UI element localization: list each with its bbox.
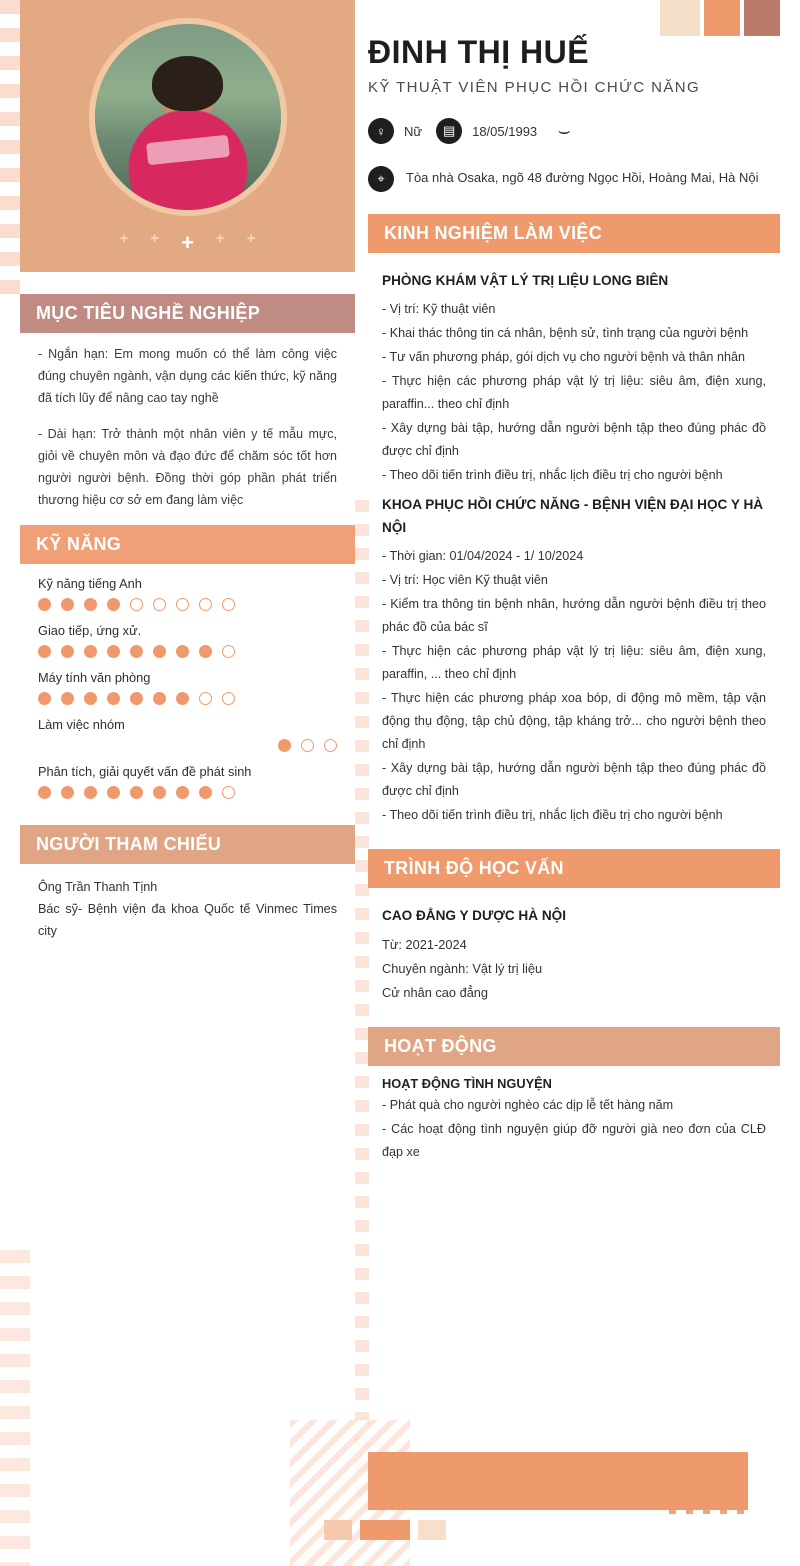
skills-list	[20, 576, 355, 799]
experience-bullet: - Vị trí: Học viên Kỹ thuật viên	[382, 573, 548, 587]
skill-label: Kỹ năng tiếng Anh	[38, 576, 142, 591]
avatar-photo	[95, 24, 281, 210]
education-line: Cử nhân cao đẳng	[382, 985, 489, 1000]
gender-field	[368, 118, 422, 144]
skill-item	[38, 670, 337, 705]
experience-bullet: - Thực hiện các phương pháp vật lý trị liệu: siêu âm, điện xung, paraffin, ... theo chỉ định	[382, 644, 766, 681]
plus-mark: +	[150, 230, 160, 247]
skill-item	[38, 764, 337, 799]
skill-rating	[38, 598, 337, 611]
education-line: Chuyên ngành: Vật lý trị liệu	[382, 961, 543, 976]
experience-bullet: - Xây dựng bài tập, hướng dẫn người bệnh tập theo đúng phác đồ được chỉ định	[382, 761, 766, 798]
experience-bullet: - Thời gian: 01/04/2024 - 1/ 10/2024	[382, 549, 584, 563]
plus-mark: +	[119, 230, 129, 247]
experience-section	[368, 214, 780, 827]
education-school: CAO ĐẲNG Y DƯỢC HÀ NỘI	[382, 908, 566, 923]
experience-company: KHOA PHỤC HỒI CHỨC NĂNG - BỆNH VIỆN ĐẠI HỌC Y HÀ NỘI	[382, 497, 764, 535]
objective-paragraph: - Ngắn hạn: Em mong muốn có thể làm công việc đúng chuyên ngành, vận dụng các kiến thức, kỹ năng đã tích lũy để nâng cao tay nghề	[38, 347, 337, 405]
smile-icon: ⌣	[557, 119, 571, 142]
address-field	[368, 166, 780, 192]
activity-line: - Phát quà cho người nghèo các dịp lễ tết hàng năm	[382, 1098, 674, 1112]
reference-line: Bác sỹ- Bệnh viện đa khoa Quốc tế Vinmec Times city	[38, 902, 337, 938]
experience-bullet: - Xây dựng bài tập, hướng dẫn người bệnh tập theo đúng phác đồ được chỉ định	[382, 421, 766, 458]
decor-bottom-swatch-1	[324, 1520, 352, 1540]
left-column	[20, 0, 355, 942]
skill-rating	[38, 692, 337, 705]
activity-line: - Các hoạt động tình nguyện giúp đỡ người già neo đơn của CLĐ đạp xe	[382, 1122, 766, 1159]
plus-mark: +	[181, 230, 194, 255]
experience-bullet: - Khai thác thông tin cá nhân, bệnh sử, tình trạng của người bệnh	[382, 326, 749, 340]
skill-label: Phân tích, giải quyết vấn đề phát sinh	[38, 764, 252, 779]
decor-stripes-top-left	[0, 0, 20, 300]
extra-field	[551, 118, 577, 144]
decor-bottom-swatch-2	[360, 1520, 410, 1540]
skill-label: Giao tiếp, ứng xử.	[38, 623, 142, 638]
skill-label: Làm việc nhóm	[38, 717, 125, 732]
section-title-experience: KINH NGHIỆM LÀM VIỆC	[368, 214, 780, 253]
gender-icon: ♀	[368, 118, 394, 144]
skill-rating	[38, 739, 337, 752]
reference-body	[20, 864, 355, 942]
objective-body	[20, 333, 355, 511]
experience-bullet: - Theo dõi tiến trình điều trị, nhắc lịch điều trị cho người bệnh	[382, 468, 723, 482]
plus-mark: +	[215, 230, 225, 247]
calendar-icon: ▤	[436, 118, 462, 144]
education-section	[368, 849, 780, 1005]
decor-plus-row	[20, 230, 355, 256]
section-title-activities: HOẠT ĐỘNG	[368, 1027, 780, 1066]
section-title-objective: MỤC TIÊU NGHỀ NGHIỆP	[20, 294, 355, 333]
experience-bullet: - Vị trí: Kỹ thuật viên	[382, 302, 496, 316]
experience-bullet: - Thực hiện các phương pháp vật lý trị liệu: siêu âm, điện xung, paraffin... theo chỉ định	[382, 374, 766, 411]
objective-paragraph: - Dài hạn: Trở thành một nhân viên y tế mẫu mực, giỏi về chuyên môn và đạo đức để chăm sóc tốt hơn người người bệnh. Đồng thời góp phần phát triển thương hiệu cơ sở em đang làm việc	[38, 427, 337, 507]
reference-line: Ông Trần Thanh Tịnh	[38, 880, 158, 894]
skill-item	[38, 576, 337, 611]
decor-bottom-band	[368, 1452, 748, 1510]
experience-bullet: - Thực hiện các phương pháp xoa bóp, di động mô mềm, tập vận động thụ động, tập chủ động, tập kháng trở... cho người bệnh theo chỉ định	[382, 691, 766, 751]
skill-rating	[38, 786, 337, 799]
education-body	[368, 888, 780, 1005]
avatar-hair	[152, 56, 223, 112]
activities-body	[368, 1066, 780, 1164]
right-column	[368, 0, 780, 1165]
decor-stripes-middle	[355, 500, 369, 1500]
education-line: Từ: 2021-2024	[382, 937, 467, 952]
contact-meta-row	[368, 118, 780, 144]
job-role: KỸ THUẬT VIÊN PHỤC HỒI CHỨC NĂNG	[368, 79, 701, 96]
gender-value: Nữ	[404, 123, 423, 139]
experience-bullet: - Kiểm tra thông tin bệnh nhân, hướng dẫn người bệnh điều trị theo phác đồ của bác sĩ	[382, 597, 766, 634]
experience-body	[368, 253, 780, 827]
experience-company: PHÒNG KHÁM VẬT LÝ TRỊ LIỆU LONG BIÊN	[382, 273, 669, 288]
birthday-value: 18/05/1993	[472, 123, 538, 139]
experience-bullet: - Tư vấn phương pháp, gói dịch vụ cho người bệnh và thân nhân	[382, 350, 745, 364]
plus-mark: +	[246, 230, 256, 247]
birthday-field	[436, 118, 537, 144]
section-title-education: TRÌNH ĐỘ HỌC VẤN	[368, 849, 780, 888]
section-title-reference: NGƯỜI THAM CHIẾU	[20, 825, 355, 864]
location-pin-icon: ⌖	[368, 166, 394, 192]
decor-stripes-bottom-left	[0, 1250, 30, 1566]
skill-item	[38, 623, 337, 658]
avatar	[89, 18, 287, 216]
photo-block	[20, 0, 355, 272]
decor-bottom-swatch-3	[418, 1520, 446, 1540]
activities-section	[368, 1027, 780, 1164]
skill-item	[38, 717, 337, 752]
skill-rating	[38, 645, 337, 658]
page-title: ĐINH THỊ HUẾ	[368, 34, 590, 70]
experience-bullet: - Theo dõi tiến trình điều trị, nhắc lịch điều trị cho người bệnh	[382, 808, 723, 822]
activities-subtitle: HOẠT ĐỘNG TÌNH NGUYỆN	[382, 1076, 552, 1091]
skill-label: Máy tính văn phòng	[38, 670, 151, 685]
address-value: Tòa nhà Osaka, ngõ 48 đường Ngọc Hồi, Hoàng Mai, Hà Nội	[406, 170, 759, 185]
section-title-skills: KỸ NĂNG	[20, 525, 355, 564]
